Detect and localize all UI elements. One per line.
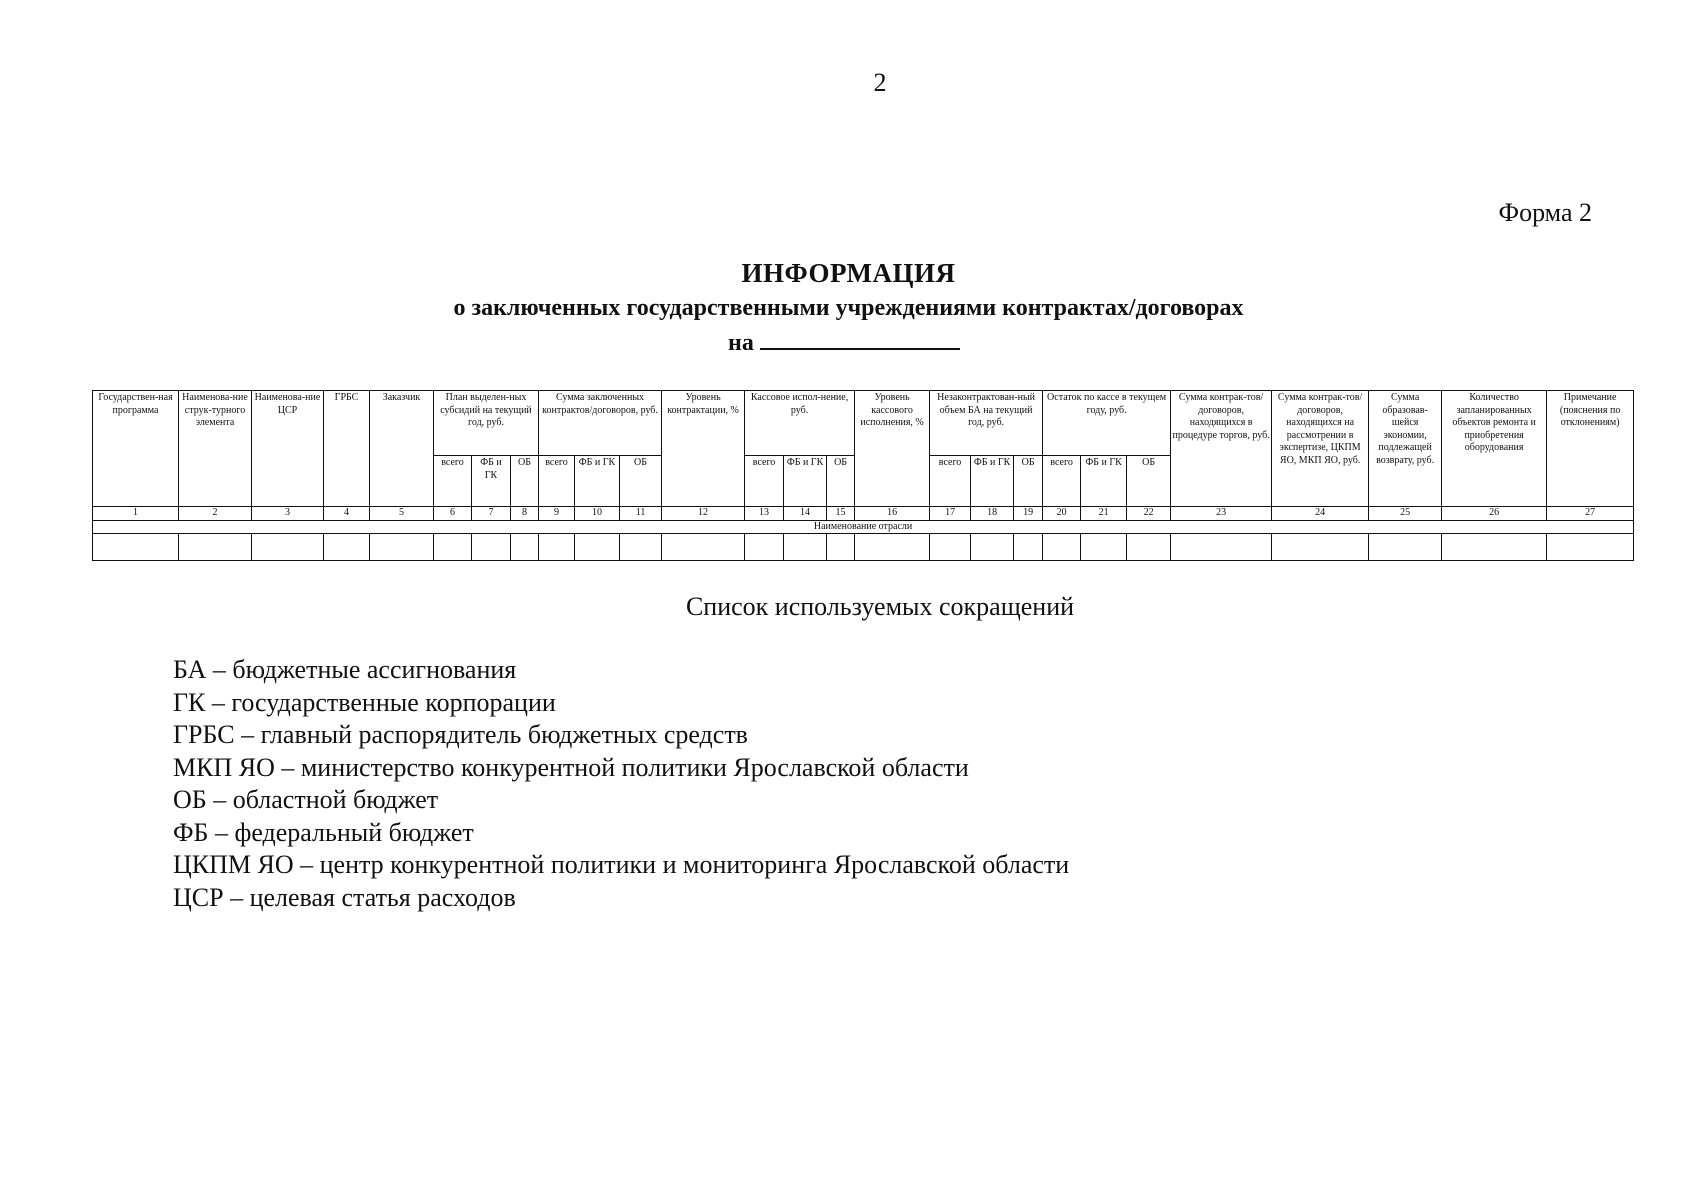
subheader-ob: ОБ	[620, 456, 662, 507]
column-number: 18	[971, 507, 1014, 521]
column-number: 2	[179, 507, 252, 521]
report-form-table	[92, 390, 1634, 561]
subheader-fb-gk: ФБ и ГК	[971, 456, 1014, 507]
subheader-ob: ОБ	[1014, 456, 1043, 507]
table-cell	[539, 534, 575, 561]
subheader-ob: ОБ	[827, 456, 855, 507]
table-cell	[855, 534, 930, 561]
header-state-program: Государствен-ная программа	[93, 391, 179, 507]
subheader-total: всего	[745, 456, 784, 507]
column-number-row	[93, 507, 1634, 521]
subheader-fb-gk: ФБ и ГК	[1081, 456, 1127, 507]
subheader-total: всего	[1043, 456, 1081, 507]
table-cell	[1014, 534, 1043, 561]
header-tender-contracts: Сумма контрак-тов/ договоров, находящихся в процедуре торгов, руб.	[1171, 391, 1272, 507]
column-number: 26	[1442, 507, 1547, 521]
table-cell	[662, 534, 745, 561]
column-number: 5	[370, 507, 434, 521]
header-tsr-name: Наименова-ние ЦСР	[252, 391, 324, 507]
table-cell	[1043, 534, 1081, 561]
table-cell	[575, 534, 620, 561]
abbreviation-item: ЦКПМ ЯО – центр конкурентной политики и мониторинга Ярославской области	[173, 850, 1070, 879]
column-number: 14	[784, 507, 827, 521]
header-customer: Заказчик	[370, 391, 434, 507]
abbreviation-item: МКП ЯО – министерство конкурентной политики Ярославской области	[173, 752, 969, 782]
abbreviation-item: БА – бюджетные ассигнования	[173, 655, 517, 684]
table-cell	[1081, 534, 1127, 561]
column-number: 19	[1014, 507, 1043, 521]
column-number: 23	[1171, 507, 1272, 521]
column-number: 16	[855, 507, 930, 521]
header-cash-balance: Остаток по кассе в текущем году, руб.	[1043, 391, 1171, 456]
column-number: 7	[472, 507, 511, 521]
table-cell	[1127, 534, 1171, 561]
column-number: 24	[1272, 507, 1369, 521]
table-cell	[1369, 534, 1442, 561]
header-expertise-contracts: Сумма контрак-тов/ договоров, находящихся на рассмотрении в экспертизе, ЦКПМ ЯО, МКП ЯО, руб.	[1272, 391, 1369, 507]
abbreviations-heading: Список используемых сокращений	[685, 592, 1075, 621]
table-cell	[827, 534, 855, 561]
sector-row	[93, 520, 1634, 534]
abbreviation-item: ФБ – федеральный бюджет	[173, 817, 474, 847]
abbreviation-item: ГРБС – главный распорядитель бюджетных средств	[173, 720, 748, 749]
table-cell	[745, 534, 784, 561]
header-savings: Сумма образовав-шейся экономии, подлежащей возврату, руб.	[1369, 391, 1442, 507]
table-cell	[971, 534, 1014, 561]
header-cash-execution-level: Уровень кассового исполнения, %	[855, 391, 930, 507]
table-cell	[1547, 534, 1634, 561]
column-number: 12	[662, 507, 745, 521]
table-cell	[179, 534, 252, 561]
table-cell	[1272, 534, 1369, 561]
table-header-row	[93, 391, 1634, 456]
header-grbs: ГРБС	[324, 391, 370, 507]
table-cell	[784, 534, 827, 561]
abbreviation-item: ГК – государственные корпорации	[173, 687, 556, 717]
subheader-fb-gk: ФБ и ГК	[472, 456, 511, 507]
date-blank-field	[760, 326, 960, 350]
page-number: 2	[873, 68, 887, 97]
column-number: 20	[1043, 507, 1081, 521]
table-data-row	[93, 534, 1634, 561]
column-number: 17	[930, 507, 971, 521]
table-cell	[511, 534, 539, 561]
header-cash-execution: Кассовое испол-нение, руб.	[745, 391, 855, 456]
header-note: Примечание (пояснения по отклонениям)	[1547, 391, 1634, 507]
date-prefix: на	[728, 330, 754, 356]
date-line	[728, 326, 960, 357]
table-cell	[1171, 534, 1272, 561]
header-structural-element: Наименова-ние струк-турного элемента	[179, 391, 252, 507]
table-cell	[370, 534, 434, 561]
abbreviation-item: ОБ – областной бюджет	[173, 785, 439, 814]
column-number: 25	[1369, 507, 1442, 521]
subheader-total: всего	[434, 456, 472, 507]
document-subtitle: о заключенных государственными учреждениями контрактах/договорах	[453, 295, 1244, 321]
subheader-total: всего	[539, 456, 575, 507]
column-number: 13	[745, 507, 784, 521]
column-number: 1	[93, 507, 179, 521]
column-number: 11	[620, 507, 662, 521]
table-cell	[1442, 534, 1547, 561]
subheader-total: всего	[930, 456, 971, 507]
sector-label: Наименование отрасли	[93, 520, 1634, 534]
subheader-ob: ОБ	[1127, 456, 1171, 507]
table-cell	[930, 534, 971, 561]
table-cell	[252, 534, 324, 561]
document-title: ИНФОРМАЦИЯ	[741, 258, 956, 288]
table-cell	[324, 534, 370, 561]
abbreviation-item: ЦСР – целевая статья расходов	[173, 882, 516, 912]
header-subsidy-plan: План выделен-ных субсидий на текущий год, руб.	[434, 391, 539, 456]
column-number: 9	[539, 507, 575, 521]
column-number: 10	[575, 507, 620, 521]
column-number: 21	[1081, 507, 1127, 521]
subheader-fb-gk: ФБ и ГК	[575, 456, 620, 507]
table-cell	[93, 534, 179, 561]
abbreviations-list	[173, 654, 1069, 914]
column-number: 8	[511, 507, 539, 521]
table-cell	[472, 534, 511, 561]
column-number: 27	[1547, 507, 1634, 521]
column-number: 3	[252, 507, 324, 521]
table-cell	[434, 534, 472, 561]
subheader-ob: ОБ	[511, 456, 539, 507]
header-contracting-level: Уровень контрактации, %	[662, 391, 745, 507]
subheader-fb-gk: ФБ и ГК	[784, 456, 827, 507]
header-planned-objects: Количество запланированных объектов ремонта и приобретения оборудования	[1442, 391, 1547, 507]
column-number: 22	[1127, 507, 1171, 521]
column-number: 4	[324, 507, 370, 521]
table-cell	[620, 534, 662, 561]
header-uncontracted-volume: Незаконтрактован-ный объем БА на текущий год, руб.	[930, 391, 1043, 456]
header-contracts-sum: Сумма заключенных контрактов/договоров, руб.	[539, 391, 662, 456]
form-label: Форма 2	[1498, 198, 1592, 227]
column-number: 15	[827, 507, 855, 521]
column-number: 6	[434, 507, 472, 521]
